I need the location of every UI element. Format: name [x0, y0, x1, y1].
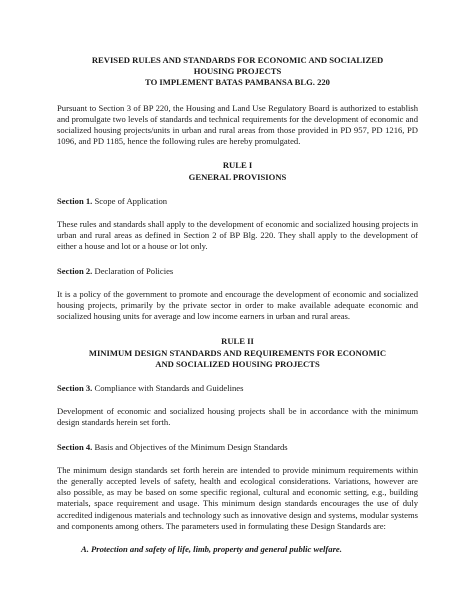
section-3-title: Compliance with Standards and Guidelines — [94, 383, 244, 394]
parameter-item-a: A. Protection and safety of life, limb, property and general public welfare. — [81, 544, 342, 555]
section-1-label: Section 1. — [57, 195, 93, 206]
section-3-label: Section 3. — [57, 383, 93, 394]
rule-2-title-line-1: MINIMUM DESIGN STANDARDS AND REQUIREMENTS FOR ECONOMIC — [88, 347, 387, 358]
section-3-body: Development of economic and socialized housing projects shall be in accordance with the minimum design standards herein set forth. — [57, 406, 418, 428]
document-page — [57, 55, 418, 555]
section-2-title: Declaration of Policies — [94, 265, 174, 276]
rule-1-number: RULE I — [222, 160, 253, 171]
section-4-body: The minimum design standards set forth herein are intended to provide minimum requirements within the generally accepted levels of safety, health and ecological considerations. Variations, however are also possible, as may be based on some specific regional, cultural and economic setting, e.g., building materials, space requirement and usage. This minimum design standards encourages the use of duly accredited indigenous materials and technology such as innovative design and systems, modular systems and components among others. The parameters used in formulating these Design Standards are: — [57, 464, 418, 531]
section-1-body: These rules and standards shall apply to the development of economic and socialized housing projects in urban and rural areas as defined in Section 2 of BP Blg. 220. They shall apply to the development of either a house and lot or a house or lot only. — [57, 219, 418, 252]
rule-1-title: GENERAL PROVISIONS — [188, 171, 287, 182]
title-line-2: HOUSING PROJECTS — [193, 66, 282, 77]
rule-2-number: RULE II — [221, 336, 254, 347]
document-title — [57, 55, 418, 89]
section-2-heading — [57, 266, 418, 277]
rule-1-heading — [57, 160, 418, 182]
title-line-1: REVISED RULES AND STANDARDS FOR ECONOMIC AND SOCIALIZED — [91, 55, 384, 65]
title-line-3: TO IMPLEMENT BATAS PAMBANSA BLG. 220 — [145, 77, 330, 88]
section-4-heading — [57, 442, 418, 453]
rule-2-title-line-2: AND SOCIALIZED HOUSING PROJECTS — [155, 358, 320, 369]
section-2-label: Section 2. — [57, 265, 93, 276]
rule-2-heading — [57, 336, 418, 370]
section-4-title: Basis and Objectives of the Minimum Design Standards — [94, 441, 288, 452]
section-3-heading — [57, 383, 418, 394]
section-1-title: Scope of Application — [94, 195, 168, 206]
intro-paragraph: Pursuant to Section 3 of BP 220, the Housing and Land Use Regulatory Board is authorized to establish and promulgate two levels of standards and technical requirements for the development of economic and socialized housing projects/units in urban and rural areas from those provided in PD 957, PD 1216, PD 1096, and PD 1185, hence the following rules are hereby promulgated. — [57, 102, 418, 147]
section-4-label: Section 4. — [57, 441, 93, 452]
section-1-heading — [57, 196, 418, 207]
section-2-body: It is a policy of the government to promote and encourage the development of economic and socialized housing projects, primarily by the private sector in order to make available adequate economic and socialized housing units for average and low income earners in urban and rural areas. — [57, 288, 418, 322]
